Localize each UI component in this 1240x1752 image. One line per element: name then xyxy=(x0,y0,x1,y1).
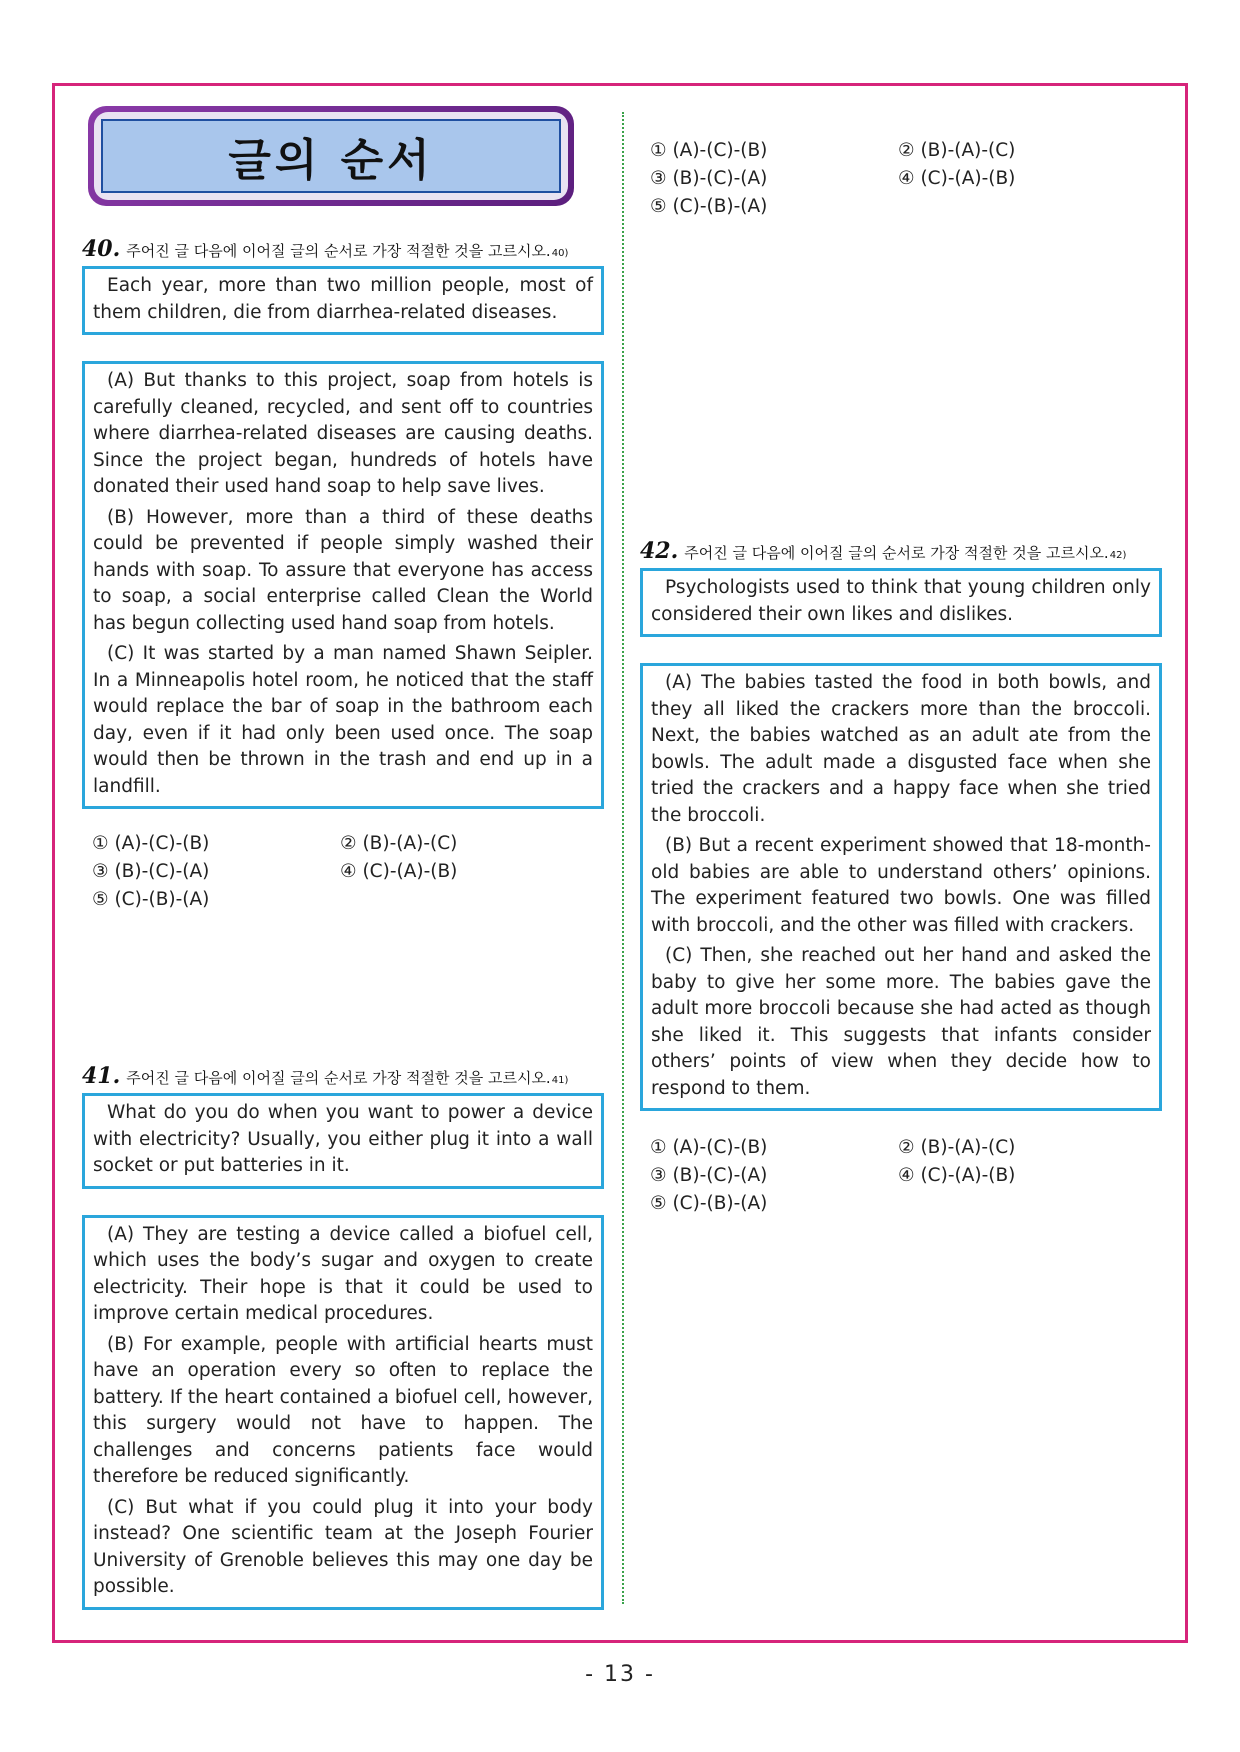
section-title: 글의 순서 xyxy=(228,135,434,186)
column-divider xyxy=(622,112,624,1604)
choice-2[interactable]: ② (B)-(A)-(C) xyxy=(898,140,1016,161)
given-text: What do you do when you want to power a device with electricity? Usually, you either plug it into a wall socket or put batteries in it. xyxy=(93,1102,593,1176)
choice-5[interactable]: ⑤ (C)-(B)-(A) xyxy=(650,1193,768,1214)
choice-2[interactable]: ② (B)-(A)-(C) xyxy=(898,1137,1016,1158)
choice-1[interactable]: ① (A)-(C)-(B) xyxy=(92,833,210,854)
question-41-choices xyxy=(640,138,1162,220)
right-column xyxy=(640,138,1162,1217)
passage-b: (B) However, more than a third of these deaths could be prevented if people simply washed their hands with soap. To assure that everyone has access to soap, a social enterprise called Clean the World has begun collecting used hand soap from hotels. xyxy=(93,506,593,634)
choice-4[interactable]: ④ (C)-(A)-(B) xyxy=(340,861,458,882)
question-40-given-box xyxy=(82,266,604,335)
section-title-banner xyxy=(88,106,574,206)
footnote-marker: 42) xyxy=(1109,550,1127,561)
choice-4[interactable]: ④ (C)-(A)-(B) xyxy=(898,168,1016,189)
choice-3[interactable]: ③ (B)-(C)-(A) xyxy=(92,861,210,882)
passage-b: (B) For example, people with artificial hearts must have an operation every so often to replace the battery. If the heart contained a biofuel cell, however, this surgery would not have to happen. The challenges and concerns patients face would therefore be reduced significantly. xyxy=(93,1333,593,1487)
footnote-marker: 41) xyxy=(551,1075,569,1086)
choice-1[interactable]: ① (A)-(C)-(B) xyxy=(650,140,768,161)
passage-b: (B) But a recent experiment showed that 18-month-old babies are able to understand others’ opinions. The experiment featured two bowls. One was filled with broccoli, and the other was filled with crackers. xyxy=(651,835,1151,936)
choice-3[interactable]: ③ (B)-(C)-(A) xyxy=(650,168,768,189)
question-40-header xyxy=(82,236,604,262)
choice-1[interactable]: ① (A)-(C)-(B) xyxy=(650,1137,768,1158)
question-number: 42. xyxy=(640,538,679,564)
question-prompt: 주어진 글 다음에 이어질 글의 순서로 가장 적절한 것을 고르시오. xyxy=(684,544,1109,562)
passage-a: (A) But thanks to this project, soap from hotels is carefully cleaned, recycled, and sent off to countries where diarrhea-related diseases are causing deaths. Since the project began, hundreds of hotels have donated their used hand soap to help save lives. xyxy=(93,370,593,497)
question-40-passages-box xyxy=(82,361,604,809)
left-column xyxy=(82,106,604,1610)
question-42-passages-box xyxy=(640,663,1162,1111)
question-42-choices xyxy=(640,1135,1162,1217)
question-42-header xyxy=(640,538,1162,564)
question-number: 41. xyxy=(82,1063,121,1089)
choice-3[interactable]: ③ (B)-(C)-(A) xyxy=(650,1165,768,1186)
choice-4[interactable]: ④ (C)-(A)-(B) xyxy=(898,1165,1016,1186)
question-41-given-box xyxy=(82,1093,604,1189)
passage-c: (C) It was started by a man named Shawn Seipler. In a Minneapolis hotel room, he noticed that the staff would replace the bar of soap in the bathroom each day, even if it had only been used once. The soap would then be thrown in the trash and end up in a landfill. xyxy=(93,643,593,797)
given-text: Psychologists used to think that young children only considered their own likes and dislikes. xyxy=(651,577,1151,625)
question-prompt: 주어진 글 다음에 이어질 글의 순서로 가장 적절한 것을 고르시오. xyxy=(126,242,551,260)
question-40-choices xyxy=(82,831,604,913)
question-41-header xyxy=(82,1063,604,1089)
question-41-passages-box xyxy=(82,1215,604,1610)
given-text: Each year, more than two million people, most of them children, die from diarrhea-related diseases. xyxy=(93,275,593,323)
question-number: 40. xyxy=(82,236,121,262)
question-prompt: 주어진 글 다음에 이어질 글의 순서로 가장 적절한 것을 고르시오. xyxy=(126,1069,551,1087)
choice-5[interactable]: ⑤ (C)-(B)-(A) xyxy=(92,889,210,910)
choice-2[interactable]: ② (B)-(A)-(C) xyxy=(340,833,458,854)
choice-5[interactable]: ⑤ (C)-(B)-(A) xyxy=(650,196,768,217)
passage-c: (C) Then, she reached out her hand and asked the baby to give her some more. The babies gave the adult more broccoli because she had acted as though she liked it. This suggests that infants consider others’ points of view when they decide how to respond to them. xyxy=(651,945,1151,1099)
footnote-marker: 40) xyxy=(551,248,569,259)
question-42-given-box xyxy=(640,568,1162,637)
passage-a: (A) The babies tasted the food in both bowls, and they all liked the crackers more than the broccoli. Next, the babies watched as an adult ate from the bowls. The adult made a disgusted face when she tried the crackers and a happy face when she tried the broccoli. xyxy=(651,672,1151,826)
page-number: - 13 - xyxy=(585,1662,655,1687)
passage-c: (C) But what if you could plug it into your body instead? One scientific team at the Joseph Fourier University of Grenoble believes this may one day be possible. xyxy=(93,1496,593,1597)
passage-a: (A) They are testing a device called a biofuel cell, which uses the body’s sugar and oxygen to create electricity. Their hope is that it could be used to improve certain medical procedures. xyxy=(93,1223,593,1324)
